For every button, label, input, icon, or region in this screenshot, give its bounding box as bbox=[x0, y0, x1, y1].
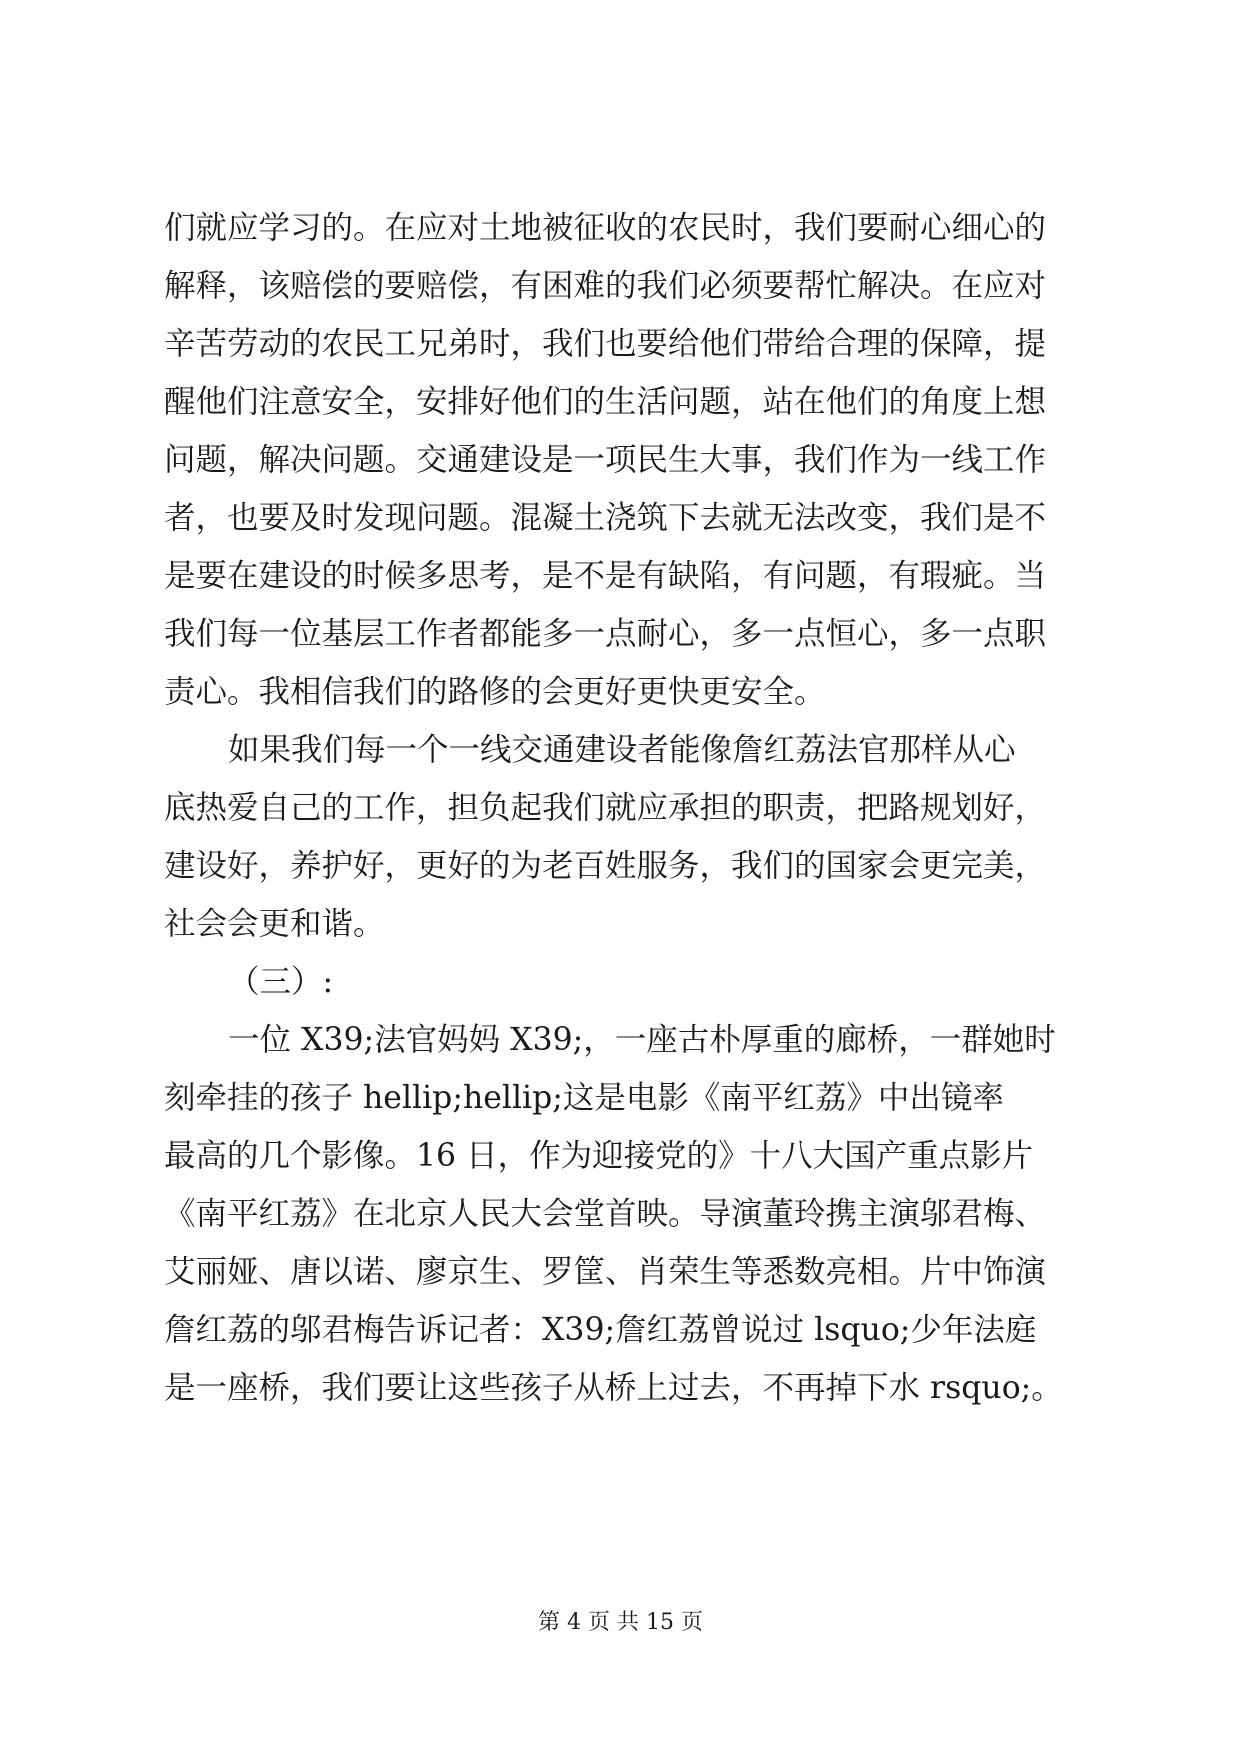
text-line: 问题，解决问题。交通建设是一项民生大事，我们作为一线工作 bbox=[164, 442, 1047, 478]
text-line: 们就应学习的。在应对土地被征收的农民时，我们要耐心细心的 bbox=[164, 210, 1047, 246]
text-line: 刻牵挂的孩子 hellip;hellip;这是电影《南平红荔》中出镜率 bbox=[164, 1080, 1004, 1116]
text-line: 我们每一位基层工作者都能多一点耐心，多一点恒心，多一点职 bbox=[164, 616, 1047, 652]
paragraph-first-line: 如果我们每一个一线交通建设者能像詹红荔法官那样从心 bbox=[228, 732, 1016, 768]
text-line: 最高的几个影像。16 日，作为迎接党的》十八大国产重点影片 bbox=[164, 1138, 1034, 1174]
text-line: 醒他们注意安全，安排好他们的生活问题，站在他们的角度上想 bbox=[164, 384, 1047, 420]
page-number-label: 第 4 页 共 15 页 bbox=[538, 1610, 703, 1635]
section-heading: （三）: bbox=[228, 964, 334, 1000]
text-line: 责心。我相信我们的路修的会更好更快更安全。 bbox=[164, 674, 826, 710]
text-line: 詹红荔的邬君梅告诉记者：X39;詹红荔曾说过 lsquo;少年法庭 bbox=[164, 1312, 1037, 1348]
text-line: 辛苦劳动的农民工兄弟时，我们也要给他们带给合理的保障，提 bbox=[164, 326, 1047, 362]
text-line: 建设好，养护好，更好的为老百姓服务，我们的国家会更完美， bbox=[164, 848, 1047, 884]
text-line: 者，也要及时发现问题。混凝土浇筑下去就无法改变，我们是不 bbox=[164, 500, 1047, 536]
paragraph-first-line: 一位 X39;法官妈妈 X39;，一座古朴厚重的廊桥，一群她时 bbox=[228, 1022, 1056, 1058]
text-line: 《南平红荔》在北京人民大会堂首映。导演董玲携主演邬君梅、 bbox=[164, 1196, 1047, 1232]
text-line: 底热爱自己的工作，担负起我们就应承担的职责，把路规划好， bbox=[164, 790, 1047, 826]
text-line: 社会会更和谐。 bbox=[164, 906, 385, 942]
page-footer bbox=[0, 1608, 1241, 1638]
text-line: 是一座桥，我们要让这些孩子从桥上过去，不再掉下水 rsquo;。 bbox=[164, 1370, 1063, 1406]
text-line: 艾丽娅、唐以诺、廖京生、罗筐、肖荣生等悉数亮相。片中饰演 bbox=[164, 1254, 1047, 1290]
text-line: 是要在建设的时候多思考，是不是有缺陷，有问题，有瑕疵。当 bbox=[164, 558, 1047, 594]
text-line: 解释，该赔偿的要赔偿，有困难的我们必须要帮忙解决。在应对 bbox=[164, 268, 1047, 304]
